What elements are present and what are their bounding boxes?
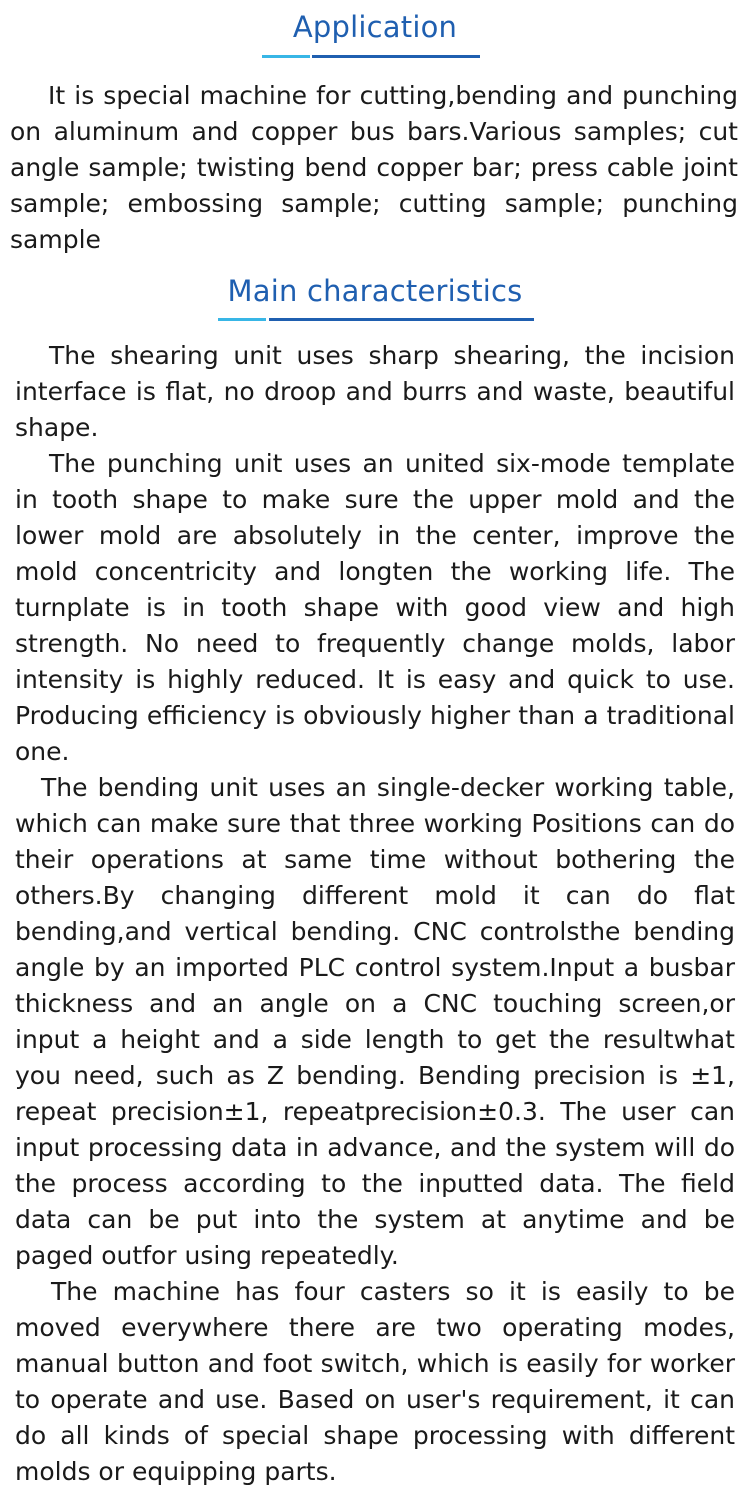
characteristics-heading-text: Main characteristics	[227, 274, 523, 308]
application-heading	[0, 10, 750, 44]
characteristics-heading-underline	[218, 318, 534, 321]
application-description: It is special machine for cutting,bending and punching on aluminum and copper bus bars.Various samples; cut angle sample; twisting bend copper bar; press cable joint sample; embossing sample; cutting sample; punching sample	[10, 81, 738, 254]
characteristics-heading	[0, 274, 750, 308]
application-heading-underline	[262, 55, 480, 58]
punching-unit-paragraph: The punching unit uses an united six-mode template in tooth shape to make sure the upper mold and the lower mold are absolutely in the center, improve the mold concentricity and longten the working life. The turnplate is in tooth shape with good view and high strength. No need to frequently change molds, labor intensity is highly reduced. It is easy and quick to use. Producing efficiency is obviously higher than a traditional one.	[15, 449, 735, 766]
shearing-unit-paragraph: The shearing unit uses sharp shearing, the incision interface is flat, no droop and burrs and waste, beautiful shape.	[15, 341, 735, 442]
casters-paragraph: The machine has four casters so it is easily to be moved everywhere there are two operating modes, manual button and foot switch, which is easily for worker to operate and use. Based on user's requirement, it can do all kinds of special shape processing with different molds or equipping parts.	[15, 1277, 735, 1486]
application-heading-text: Application	[292, 10, 458, 44]
bending-unit-paragraph: The bending unit uses an single-decker working table, which can make sure that three working Positions can do their operations at same time without bothering the others.By changing different mold it can do flat bending,and vertical bending. CNC controlsthe bending angle by an imported PLC control system.Input a busbar thickness and an angle on a CNC touching screen,or input a height and a side length to get the resultwhat you need, such as Z bending. Bending precision is ±1, repeat precision±1, repeatprecision±0.3. The user can input processing data in advance, and the system will do the process according to the inputted data. The field data can be put into the system at anytime and be paged outfor using repeatedly.	[15, 773, 735, 1270]
